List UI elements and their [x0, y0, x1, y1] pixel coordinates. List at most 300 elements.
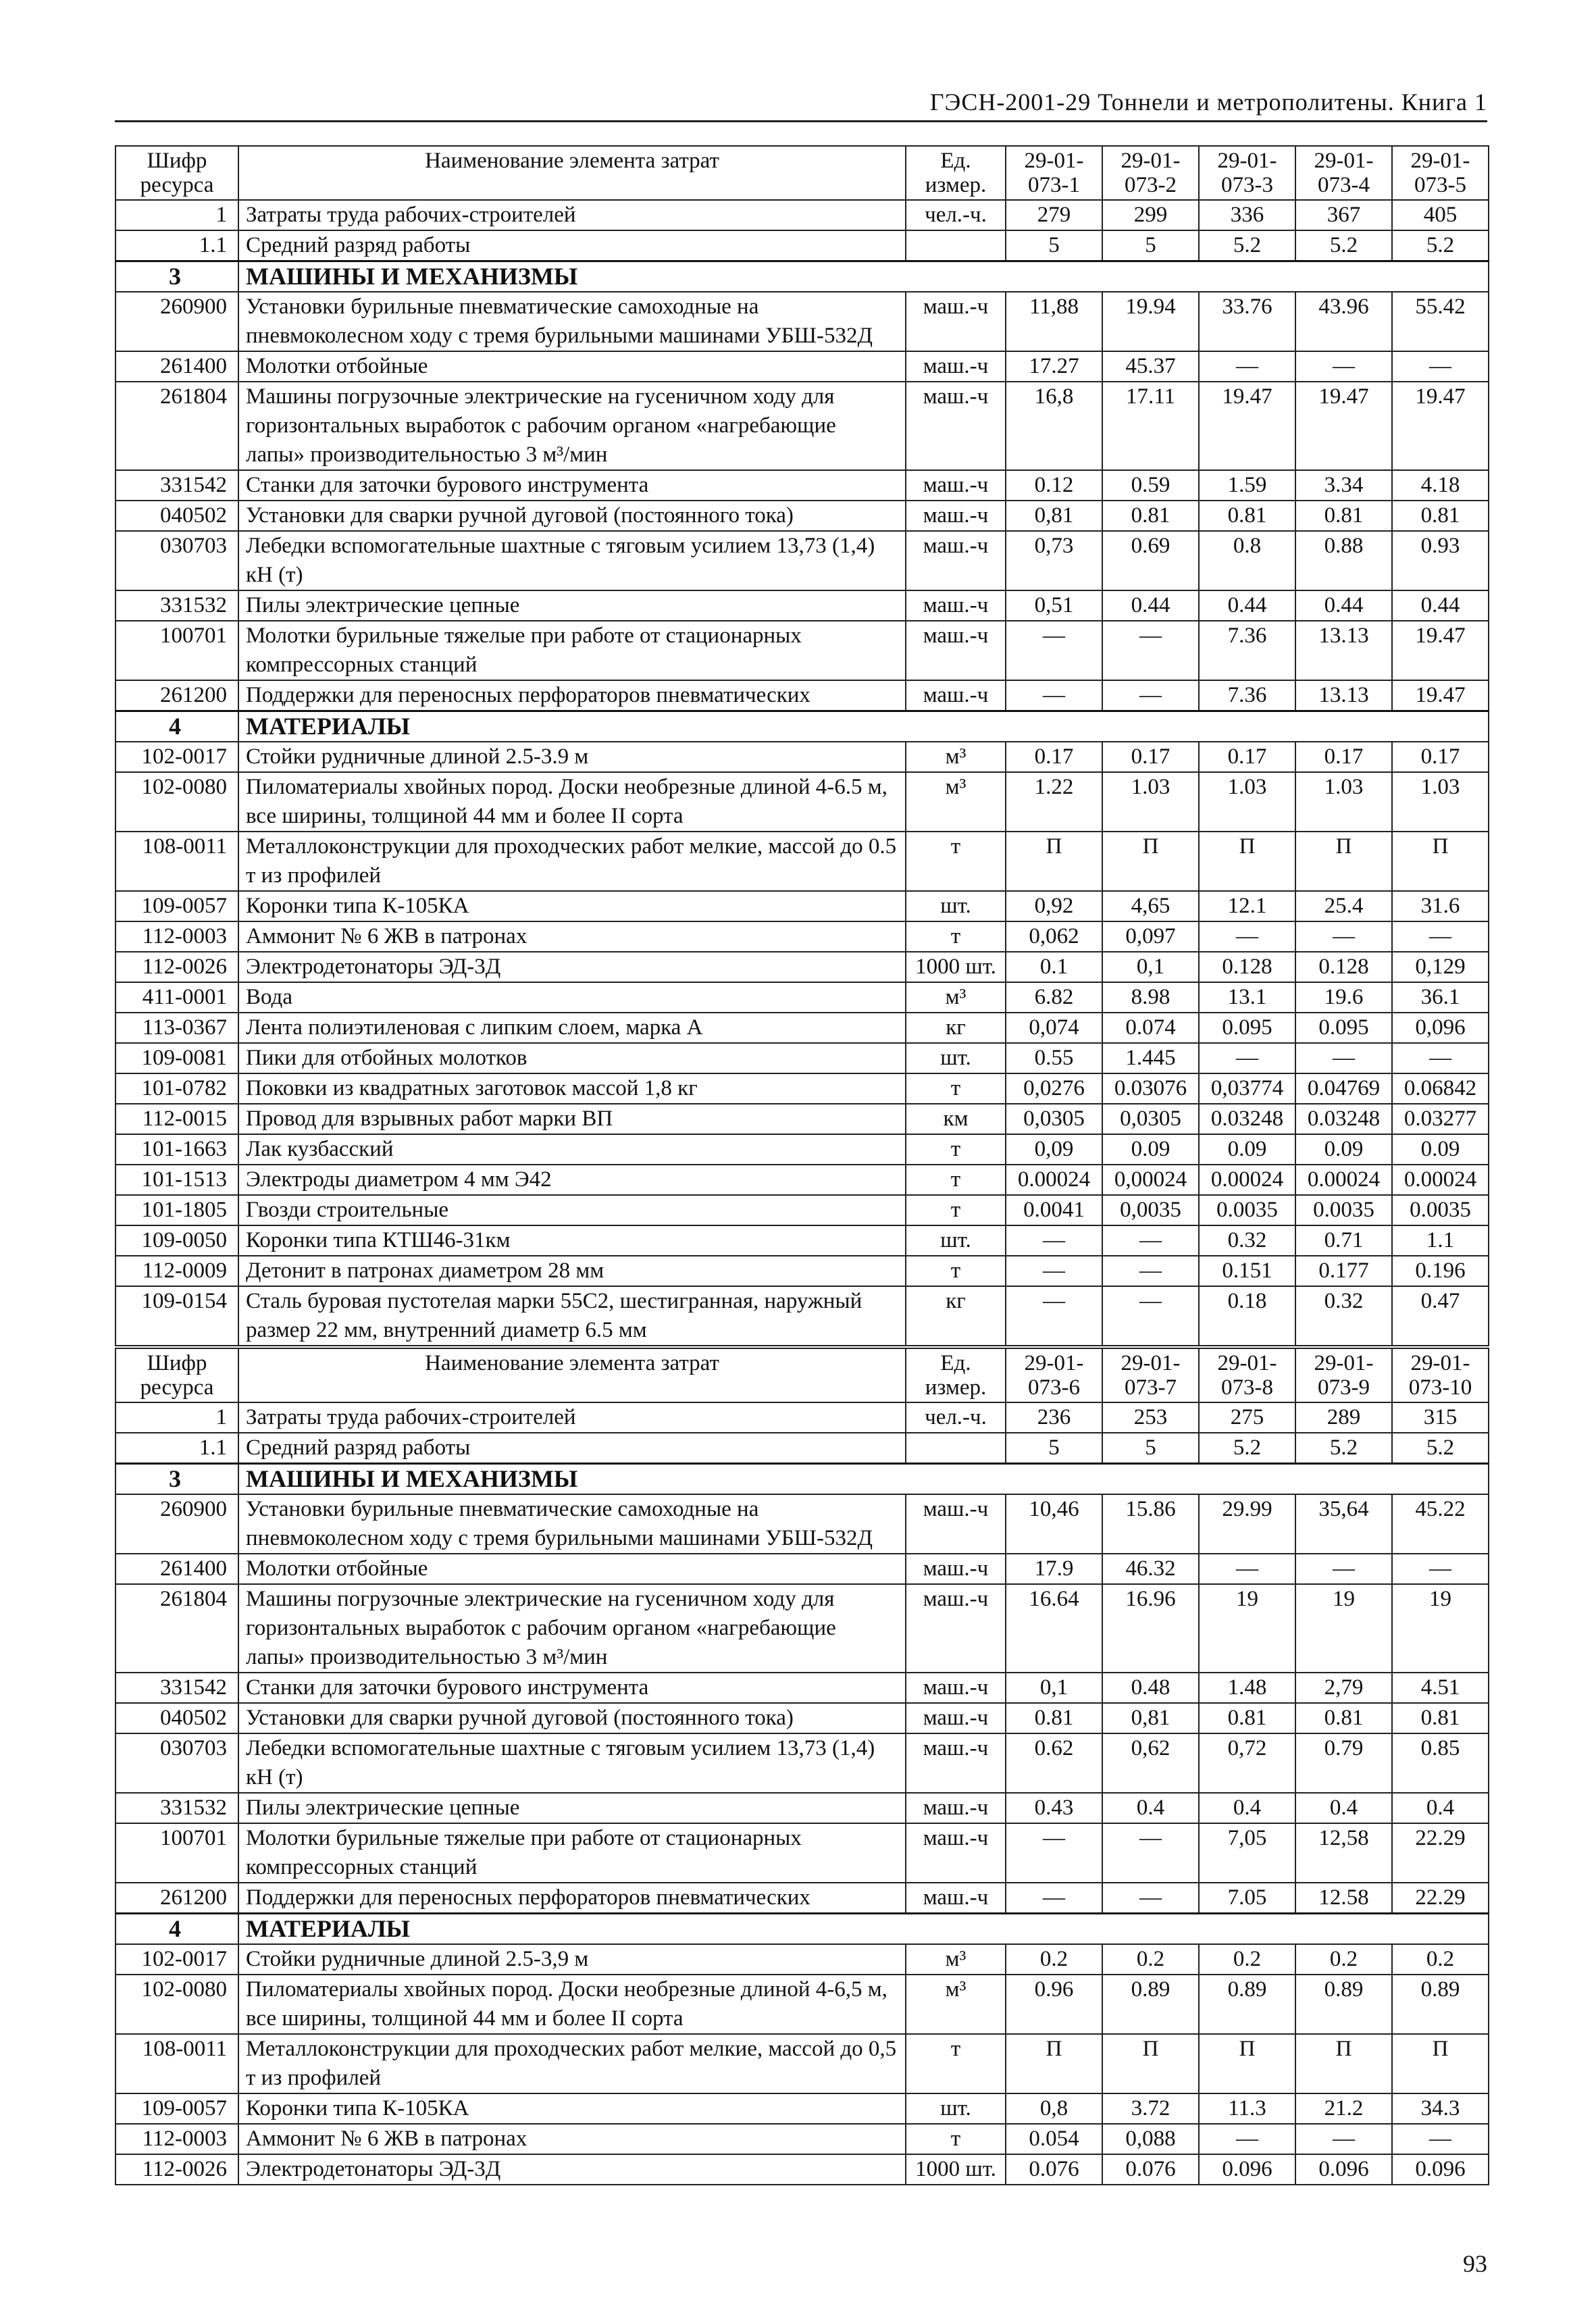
col-header-code: Шифр ресурса — [115, 1348, 238, 1402]
value-cell: 315 — [1392, 1402, 1489, 1433]
value-cell: 0,09 — [1006, 1134, 1102, 1165]
value-cell: 0.17 — [1006, 742, 1102, 772]
unit-cell: маш.-ч — [906, 1673, 1006, 1703]
value-cell: 5.2 — [1199, 230, 1295, 261]
value-cell: 0.69 — [1102, 531, 1199, 590]
value-cell: 0.096 — [1199, 2154, 1295, 2185]
value-cell: 0.0035 — [1295, 1195, 1392, 1225]
value-cell: 22.29 — [1392, 1883, 1489, 1914]
resource-code: 261400 — [115, 1554, 238, 1584]
resource-code: 112-0003 — [115, 921, 238, 952]
value-cell: 1.03 — [1102, 772, 1199, 832]
resource-code: 109-0057 — [115, 2093, 238, 2124]
value-cell: 0.17 — [1392, 742, 1489, 772]
value-cell: 7.05 — [1199, 1883, 1295, 1914]
table-body — [115, 200, 1489, 1346]
value-cell: 16,8 — [1006, 382, 1102, 470]
value-cell: 46.32 — [1102, 1554, 1199, 1584]
col-header-unit: Ед. измер. — [906, 1348, 1006, 1402]
table-header-row — [115, 1348, 1489, 1402]
value-cell: 19.47 — [1392, 680, 1489, 711]
value-cell: 5.2 — [1199, 1433, 1295, 1464]
table-row — [115, 1703, 1489, 1733]
resource-code: 260900 — [115, 1494, 238, 1554]
value-cell: — — [1102, 1256, 1199, 1286]
unit-cell: чел.-ч. — [906, 200, 1006, 230]
value-cell: 0.89 — [1199, 1975, 1295, 2034]
table-row — [115, 1134, 1489, 1165]
value-cell: — — [1392, 2124, 1489, 2154]
value-cell: — — [1295, 351, 1392, 382]
value-cell: — — [1392, 1554, 1489, 1584]
value-cell: 0.89 — [1392, 1975, 1489, 2034]
col-header-code: Шифр ресурса — [115, 146, 238, 200]
value-cell: — — [1102, 1883, 1199, 1914]
value-cell: 19 — [1392, 1584, 1489, 1673]
resource-code: 4 — [115, 711, 238, 742]
resource-code: 261200 — [115, 680, 238, 711]
value-cell: 236 — [1006, 1402, 1102, 1433]
value-cell: 0.09 — [1199, 1134, 1295, 1165]
value-cell: 299 — [1102, 200, 1199, 230]
resource-code: 100701 — [115, 621, 238, 680]
resource-code: 101-0782 — [115, 1073, 238, 1104]
unit-cell: т — [906, 1134, 1006, 1165]
resource-name: Пилы электрические цепные — [238, 1793, 906, 1823]
resource-name: Коронки типа КТШ46-31км — [238, 1225, 906, 1256]
value-cell: 13.1 — [1199, 982, 1295, 1013]
unit-cell: т — [906, 1165, 1006, 1195]
value-cell: 15.86 — [1102, 1494, 1199, 1554]
value-cell: — — [1006, 1286, 1102, 1346]
resource-code: 102-0080 — [115, 1975, 238, 2034]
value-cell: 12.1 — [1199, 891, 1295, 921]
table-row — [115, 1013, 1489, 1043]
col-header-id: 29-01-073-3 — [1199, 146, 1295, 200]
table-row — [115, 1073, 1489, 1104]
value-cell: 0.04769 — [1295, 1073, 1392, 1104]
value-cell: 0,81 — [1102, 1703, 1199, 1733]
value-cell: — — [1199, 1554, 1295, 1584]
value-cell: 29.99 — [1199, 1494, 1295, 1554]
table-row — [115, 1104, 1489, 1134]
value-cell: П — [1006, 2034, 1102, 2093]
value-cell: 0.151 — [1199, 1256, 1295, 1286]
unit-cell: шт. — [906, 1043, 1006, 1073]
value-cell: 0,00024 — [1102, 1165, 1199, 1195]
resource-code: 040502 — [115, 501, 238, 531]
unit-cell: т — [906, 2124, 1006, 2154]
value-cell: 4.51 — [1392, 1673, 1489, 1703]
table-row — [115, 1944, 1489, 1975]
value-cell: 25.4 — [1295, 891, 1392, 921]
value-cell: — — [1102, 1225, 1199, 1256]
value-cell: 0.076 — [1102, 2154, 1199, 2185]
resource-name: Машины погрузочные электрические на гусеничном ходу для горизонтальных выработок с рабочим органом «нагребающие лапы» производительностью 3 м³/мин — [238, 382, 906, 470]
resource-name: Установки для сварки ручной дуговой (постоянного тока) — [238, 501, 906, 531]
value-cell: 0.32 — [1199, 1225, 1295, 1256]
value-cell: 3.72 — [1102, 2093, 1199, 2124]
value-cell: 0.81 — [1295, 501, 1392, 531]
value-cell: 0.06842 — [1392, 1073, 1489, 1104]
unit-cell: т — [906, 921, 1006, 952]
col-header-id: 29-01-073-4 — [1295, 146, 1392, 200]
resource-code: 113-0367 — [115, 1013, 238, 1043]
col-header-id: 29-01-073-5 — [1392, 146, 1489, 200]
table-row — [115, 1733, 1489, 1793]
value-cell: 12,58 — [1295, 1823, 1392, 1883]
section-title: МАШИНЫ И МЕХАНИЗМЫ — [238, 1464, 1489, 1495]
value-cell: — — [1199, 351, 1295, 382]
resource-code: 331532 — [115, 1793, 238, 1823]
value-cell: 0.93 — [1392, 531, 1489, 590]
unit-cell — [906, 230, 1006, 261]
value-cell: 1.03 — [1295, 772, 1392, 832]
value-cell: П — [1392, 2034, 1489, 2093]
value-cell: 19 — [1199, 1584, 1295, 1673]
resource-code: 4 — [115, 1914, 238, 1945]
resource-code: 109-0057 — [115, 891, 238, 921]
unit-cell: км — [906, 1104, 1006, 1134]
col-header-unit: Ед. измер. — [906, 146, 1006, 200]
unit-cell: маш.-ч — [906, 1823, 1006, 1883]
value-cell: 5.2 — [1392, 1433, 1489, 1464]
value-cell: 0.196 — [1392, 1256, 1489, 1286]
resource-name: Молотки отбойные — [238, 351, 906, 382]
value-cell: 0,129 — [1392, 952, 1489, 982]
table-row — [115, 832, 1489, 891]
value-cell: — — [1102, 680, 1199, 711]
value-cell: 5 — [1006, 230, 1102, 261]
value-cell: 3.34 — [1295, 470, 1392, 501]
value-cell: 36.1 — [1392, 982, 1489, 1013]
value-cell: 0.89 — [1295, 1975, 1392, 2034]
resource-name: Провод для взрывных работ марки ВП — [238, 1104, 906, 1134]
value-cell: 12.58 — [1295, 1883, 1392, 1914]
value-cell: П — [1006, 832, 1102, 891]
value-cell: 45.22 — [1392, 1494, 1489, 1554]
table-row — [115, 1554, 1489, 1584]
value-cell: 16.96 — [1102, 1584, 1199, 1673]
unit-cell: т — [906, 1256, 1006, 1286]
value-cell: 0,92 — [1006, 891, 1102, 921]
unit-cell: м³ — [906, 742, 1006, 772]
resource-code: 1.1 — [115, 1433, 238, 1464]
value-cell: 279 — [1006, 200, 1102, 230]
value-cell: 0.4 — [1392, 1793, 1489, 1823]
col-header-id: 29-01-073-10 — [1392, 1348, 1489, 1402]
resource-code: 112-0009 — [115, 1256, 238, 1286]
resource-name: Средний разряд работы — [238, 1433, 906, 1464]
value-cell: 0.18 — [1199, 1286, 1295, 1346]
value-cell: 22.29 — [1392, 1823, 1489, 1883]
resource-name: Затраты труда рабочих-строителей — [238, 1402, 906, 1433]
table-row — [115, 1433, 1489, 1464]
table-row — [115, 1673, 1489, 1703]
value-cell: 0.17 — [1102, 742, 1199, 772]
value-cell: 0.55 — [1006, 1043, 1102, 1073]
unit-cell: т — [906, 2034, 1006, 2093]
section-title: МАШИНЫ И МЕХАНИЗМЫ — [238, 261, 1489, 293]
value-cell: 275 — [1199, 1402, 1295, 1433]
value-cell: 19.47 — [1199, 382, 1295, 470]
unit-cell: м³ — [906, 772, 1006, 832]
unit-cell: м³ — [906, 1975, 1006, 2034]
unit-cell: 1000 шт. — [906, 2154, 1006, 2185]
value-cell: 1.445 — [1102, 1043, 1199, 1073]
value-cell: — — [1006, 621, 1102, 680]
value-cell: 0.2 — [1102, 1944, 1199, 1975]
unit-cell: маш.-ч — [906, 680, 1006, 711]
value-cell: 17.9 — [1006, 1554, 1102, 1584]
resource-name: Вода — [238, 982, 906, 1013]
resource-name: Машины погрузочные электрические на гусеничном ходу для горизонтальных выработок с рабочим органом «нагребающие лапы» производительностью 3 м³/мин — [238, 1584, 906, 1673]
unit-cell: маш.-ч — [906, 292, 1006, 351]
value-cell: 13.13 — [1295, 621, 1392, 680]
value-cell: 10,46 — [1006, 1494, 1102, 1554]
resource-code: 102-0080 — [115, 772, 238, 832]
resource-name: Станки для заточки бурового инструмента — [238, 470, 906, 501]
value-cell: 19.47 — [1295, 382, 1392, 470]
unit-cell: т — [906, 1073, 1006, 1104]
value-cell: 0.4 — [1199, 1793, 1295, 1823]
value-cell: 0.81 — [1199, 1703, 1295, 1733]
value-cell: 0,51 — [1006, 590, 1102, 621]
value-cell: 0.0041 — [1006, 1195, 1102, 1225]
value-cell: 0.0035 — [1392, 1195, 1489, 1225]
col-header-id: 29-01-073-9 — [1295, 1348, 1392, 1402]
value-cell: П — [1295, 832, 1392, 891]
value-cell: 0.2 — [1199, 1944, 1295, 1975]
value-cell: 0.81 — [1295, 1703, 1392, 1733]
resource-code: 112-0026 — [115, 952, 238, 982]
resource-code: 109-0050 — [115, 1225, 238, 1256]
value-cell: 1.22 — [1006, 772, 1102, 832]
value-cell: 0.095 — [1295, 1013, 1392, 1043]
value-cell: 0.47 — [1392, 1286, 1489, 1346]
value-cell: 0.4 — [1102, 1793, 1199, 1823]
value-cell: 1.1 — [1392, 1225, 1489, 1256]
unit-cell: маш.-ч — [906, 531, 1006, 590]
unit-cell: чел.-ч. — [906, 1402, 1006, 1433]
value-cell: — — [1006, 1225, 1102, 1256]
value-cell: 0,73 — [1006, 531, 1102, 590]
value-cell: 0.96 — [1006, 1975, 1102, 2034]
value-cell: 5 — [1102, 1433, 1199, 1464]
value-cell: 19.47 — [1392, 382, 1489, 470]
table-row — [115, 1286, 1489, 1346]
resource-name: Гвозди строительные — [238, 1195, 906, 1225]
value-cell: 0.096 — [1392, 2154, 1489, 2185]
table-row — [115, 891, 1489, 921]
value-cell: 0,0276 — [1006, 1073, 1102, 1104]
unit-cell: шт. — [906, 891, 1006, 921]
table-row — [115, 2154, 1489, 2185]
value-cell: 11.3 — [1199, 2093, 1295, 2124]
resource-name: Лебедки вспомогательные шахтные с тяговым усилием 13,73 (1,4) кН (т) — [238, 531, 906, 590]
value-cell: 0.17 — [1199, 742, 1295, 772]
section-row — [115, 1464, 1489, 1495]
value-cell: 19.94 — [1102, 292, 1199, 351]
resource-name: Поковки из квадратных заготовок массой 1,8 кг — [238, 1073, 906, 1104]
value-cell: — — [1006, 680, 1102, 711]
col-header-id: 29-01-073-7 — [1102, 1348, 1199, 1402]
table-row — [115, 292, 1489, 351]
value-cell: — — [1102, 621, 1199, 680]
value-cell: 7.36 — [1199, 680, 1295, 711]
value-cell: 31.6 — [1392, 891, 1489, 921]
value-cell: 0.03076 — [1102, 1073, 1199, 1104]
value-cell: 0.1 — [1006, 952, 1102, 982]
unit-cell: маш.-ч — [906, 470, 1006, 501]
value-cell: 4.18 — [1392, 470, 1489, 501]
value-cell: — — [1006, 1883, 1102, 1914]
value-cell: 0.128 — [1295, 952, 1392, 982]
resource-name: Электроды диаметром 4 мм Э42 — [238, 1165, 906, 1195]
value-cell: 0.095 — [1199, 1013, 1295, 1043]
value-cell: П — [1392, 832, 1489, 891]
value-cell: 5.2 — [1392, 230, 1489, 261]
resource-code: 101-1663 — [115, 1134, 238, 1165]
value-cell: 16.64 — [1006, 1584, 1102, 1673]
value-cell: — — [1199, 2124, 1295, 2154]
resource-code: 261804 — [115, 1584, 238, 1673]
value-cell: 0.00024 — [1392, 1165, 1489, 1195]
resource-code: 102-0017 — [115, 742, 238, 772]
value-cell: — — [1392, 351, 1489, 382]
value-cell: 19.47 — [1392, 621, 1489, 680]
value-cell: 0.09 — [1295, 1134, 1392, 1165]
value-cell: 367 — [1295, 200, 1392, 230]
value-cell: 0,62 — [1102, 1733, 1199, 1793]
value-cell: 0.81 — [1199, 501, 1295, 531]
value-cell: — — [1295, 921, 1392, 952]
value-cell: 5 — [1102, 230, 1199, 261]
value-cell: — — [1295, 2124, 1392, 2154]
value-cell: П — [1199, 2034, 1295, 2093]
resource-code: 108-0011 — [115, 832, 238, 891]
value-cell: 35,64 — [1295, 1494, 1392, 1554]
table-row — [115, 2034, 1489, 2093]
value-cell: — — [1392, 1043, 1489, 1073]
value-cell: 0.128 — [1199, 952, 1295, 982]
table-body — [115, 1402, 1489, 2185]
value-cell: 0,81 — [1006, 501, 1102, 531]
value-cell: 5 — [1006, 1433, 1102, 1464]
value-cell: 0.09 — [1102, 1134, 1199, 1165]
resource-name: Пики для отбойных молотков — [238, 1043, 906, 1073]
value-cell: 0.79 — [1295, 1733, 1392, 1793]
table-row — [115, 952, 1489, 982]
unit-cell: 1000 шт. — [906, 952, 1006, 982]
resource-name: Средний разряд работы — [238, 230, 906, 261]
resource-table-2 — [115, 1348, 1489, 2185]
value-cell: 11,88 — [1006, 292, 1102, 351]
value-cell: 0.096 — [1295, 2154, 1392, 2185]
resource-code: 1 — [115, 200, 238, 230]
value-cell: 0,088 — [1102, 2124, 1199, 2154]
unit-cell: маш.-ч — [906, 1733, 1006, 1793]
unit-cell: маш.-ч — [906, 1793, 1006, 1823]
table-row — [115, 1793, 1489, 1823]
unit-cell — [906, 1433, 1006, 1464]
resource-name: Молотки бурильные тяжелые при работе от стационарных компрессорных станций — [238, 1823, 906, 1883]
value-cell: 0.177 — [1295, 1256, 1392, 1286]
value-cell: 253 — [1102, 1402, 1199, 1433]
unit-cell: м³ — [906, 982, 1006, 1013]
value-cell: 1.03 — [1199, 772, 1295, 832]
value-cell: — — [1006, 1256, 1102, 1286]
value-cell: 0,72 — [1199, 1733, 1295, 1793]
value-cell: 7.36 — [1199, 621, 1295, 680]
section-row — [115, 261, 1489, 293]
unit-cell: кг — [906, 1013, 1006, 1043]
table-row — [115, 1256, 1489, 1286]
resource-code: 1 — [115, 1402, 238, 1433]
col-header-name: Наименование элемента затрат — [238, 1348, 906, 1402]
value-cell: 0.88 — [1295, 531, 1392, 590]
value-cell: 405 — [1392, 200, 1489, 230]
value-cell: 19.6 — [1295, 982, 1392, 1013]
value-cell: 0,074 — [1006, 1013, 1102, 1043]
value-cell: 33.76 — [1199, 292, 1295, 351]
resource-name: Поддержки для переносных перфораторов пневматических — [238, 680, 906, 711]
table-row — [115, 921, 1489, 952]
value-cell: 289 — [1295, 1402, 1392, 1433]
value-cell: П — [1102, 2034, 1199, 2093]
value-cell: 0.89 — [1102, 1975, 1199, 2034]
value-cell: 5.2 — [1295, 230, 1392, 261]
value-cell: 0.81 — [1392, 1703, 1489, 1733]
value-cell: 0.44 — [1295, 590, 1392, 621]
resource-code: 261400 — [115, 351, 238, 382]
value-cell: 0,0035 — [1102, 1195, 1199, 1225]
resource-code: 331542 — [115, 1673, 238, 1703]
value-cell: 0.03248 — [1199, 1104, 1295, 1134]
resource-name: Металлоконструкции для проходческих работ мелкие, массой до 0.5 т из профилей — [238, 832, 906, 891]
value-cell: — — [1102, 1286, 1199, 1346]
resource-name: Пилы электрические цепные — [238, 590, 906, 621]
value-cell: 45.37 — [1102, 351, 1199, 382]
col-header-id: 29-01-073-1 — [1006, 146, 1102, 200]
resource-table-1 — [115, 145, 1489, 1346]
table-row — [115, 1494, 1489, 1554]
value-cell: 0.2 — [1392, 1944, 1489, 1975]
resource-name: Электродетонаторы ЭД-3Д — [238, 2154, 906, 2185]
unit-cell: маш.-ч — [906, 621, 1006, 680]
section-row — [115, 1914, 1489, 1945]
unit-cell: шт. — [906, 1225, 1006, 1256]
resource-code: 112-0003 — [115, 2124, 238, 2154]
table-row — [115, 1195, 1489, 1225]
resource-code: 112-0026 — [115, 2154, 238, 2185]
value-cell: 13.13 — [1295, 680, 1392, 711]
value-cell: 0.62 — [1006, 1733, 1102, 1793]
unit-cell: маш.-ч — [906, 382, 1006, 470]
value-cell: 0.054 — [1006, 2124, 1102, 2154]
value-cell: 0.2 — [1295, 1944, 1392, 1975]
value-cell: 0.71 — [1295, 1225, 1392, 1256]
resource-code: 261200 — [115, 1883, 238, 1914]
table-row — [115, 531, 1489, 590]
unit-cell: маш.-ч — [906, 590, 1006, 621]
value-cell: 0.076 — [1006, 2154, 1102, 2185]
value-cell: 1.48 — [1199, 1673, 1295, 1703]
unit-cell: шт. — [906, 2093, 1006, 2124]
value-cell: 0,096 — [1392, 1013, 1489, 1043]
value-cell: 6.82 — [1006, 982, 1102, 1013]
value-cell: 0.44 — [1199, 590, 1295, 621]
